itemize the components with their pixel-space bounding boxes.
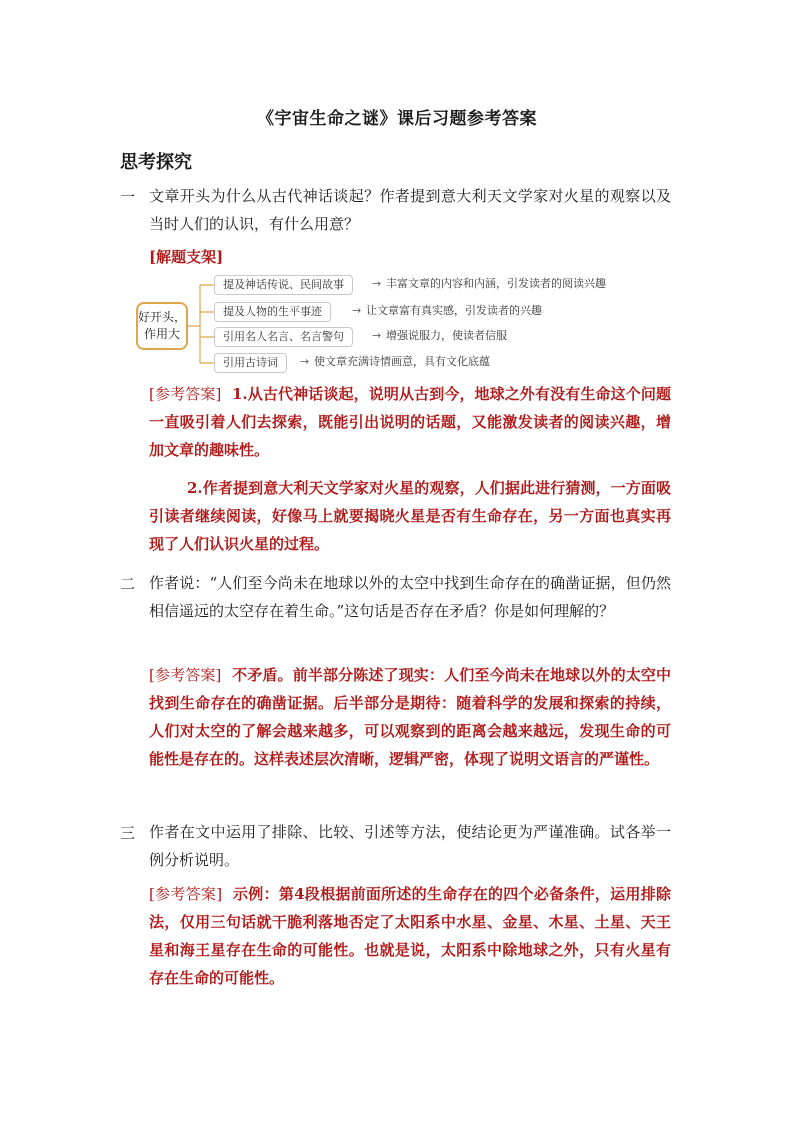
branch-effect: 使文章充满诗情画意，具有文化底蕴 [314, 355, 490, 368]
answer-label: [参考答案] [149, 385, 222, 403]
arrow-right-icon: → [372, 277, 382, 290]
question-number: 一 [120, 188, 136, 206]
question-text: 文章开头为什么从古代神话谈起？作者提到意大利天文学家对火星的观察以及当时人们的认识，有什么用意？ [149, 187, 671, 233]
answer-label: [参考答案] [149, 666, 222, 684]
branch-source: 引用古诗词 [214, 353, 287, 373]
question-text: 作者在文中运用了排除、比较、引述等方法，使结论更为严谨准确。试各举一例分析说明。 [149, 823, 671, 869]
branch-effect: 让文章富有真实感，引发读者的兴趣 [366, 304, 542, 317]
arrow-right-icon: → [352, 304, 362, 317]
answer-label: [参考答案] [149, 885, 223, 903]
answer-paragraph: 2.作者提到意大利天文学家对火星的观察，人们据此进行猜测，一方面吸引读者继续阅读，好像马上就要揭晓火星是否有生命存在，另一方面也真实再现了人们认识火星的过程。 [149, 479, 671, 553]
thinking-diagram [136, 272, 676, 372]
answer-paragraph [149, 380, 671, 464]
branch-effect: 增强说服力，使读者信服 [386, 329, 507, 342]
branch-source: 提及神话传说、民间故事 [214, 275, 353, 295]
branch-source: 引用名人名言、名言警句 [214, 327, 353, 347]
branch-source: 提及人物的生平事迹 [214, 302, 331, 322]
page-title: 《宇宙生命之谜》课后习题参考答案 [257, 109, 537, 129]
hub-line-2: 作用大 [143, 327, 180, 341]
answer-text: 不矛盾。前半部分陈述了现实：人们至今尚未在地球以外的太空中找到生命存在的确凿证据。后半部分是期待：随着科学的发展和探索的持续，人们对太空的了解会越来越多，可以观察到的距离会越来越远，发现生命的可能性是存在的。这样表述层次清晰，逻辑严密，体现了说明文语言的严谨性。 [149, 666, 671, 768]
arrow-right-icon: → [300, 355, 310, 368]
answer-text: 1.从古代神话谈起，说明从古到今，地球之外有没有生命这个问题一直吸引着人们去探索，既能引出说明的话题，又能激发读者的阅读兴趣，增加文章的趣味性。 [149, 385, 671, 459]
question-number: 二 [120, 575, 136, 593]
question-number: 三 [120, 824, 136, 842]
diagram-hub [136, 302, 188, 350]
answer-paragraph [149, 661, 671, 773]
arrow-right-icon: → [372, 329, 382, 342]
answer-paragraph [149, 880, 671, 992]
branch-effect: 丰富文章的内容和内涵，引发读者的阅读兴趣 [386, 277, 606, 290]
frame-label: [解题支架] [149, 248, 224, 266]
question-text: 作者说：“人们至今尚未在地球以外的太空中找到生命存在的确凿证据，但仍然相信遥远的太空存在着生命。”这句话是否存在矛盾？你是如何理解的？ [149, 574, 671, 620]
section-heading: 思考探究 [120, 152, 192, 173]
answer-text: 示例：第4段根据前面所述的生命存在的四个必备条件，运用排除法，仅用三句话就干脆利落地否定了太阳系中水星、金星、木星、土星、天王星和海王星存在生命的可能性。也就是说，太阳系中除地球之外，只有火星有存在生命的可能性。 [149, 885, 671, 987]
frame-label-row [149, 243, 671, 271]
hub-line-1: 好开头， [138, 310, 187, 324]
